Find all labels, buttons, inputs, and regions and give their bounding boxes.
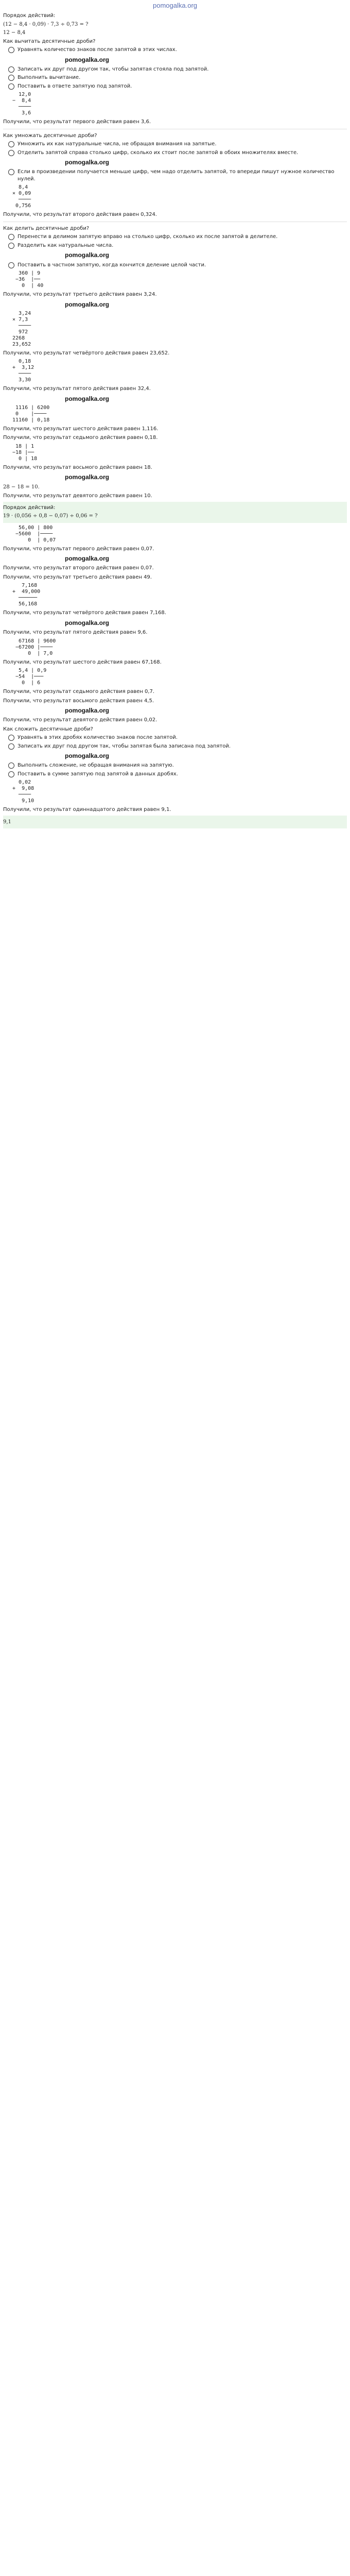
site-header [0,0,350,11]
question-divide: Как делить десятичные дроби? [3,225,90,231]
step-item [8,66,347,73]
step-bullet-icon [8,735,14,741]
result-line: Получили, что результат второго действия равен 0,324. [3,212,157,218]
step-item [8,74,347,81]
step-bullet-icon [8,243,14,249]
step-bullet-icon [8,743,14,750]
step-bullet-icon [8,47,14,53]
result-line: Получили, что результат первого действия равен 0,07. [3,546,154,552]
result-line: Получили, что результат четвёртого действия равен 7,168. [3,610,166,616]
column-calculation: 5,4 | 0,9 −54 |─── 0 | 6 [15,668,47,686]
step-item [8,168,347,182]
watermark: pomogalka.org [65,251,110,259]
part1-title: Порядок действий: [3,13,56,19]
result-line: Получили, что результат девятого действия равен 10. [3,493,152,499]
watermark: pomogalka.org [65,473,110,481]
step-bullet-icon [8,771,14,777]
watermark: pomogalka.org [65,619,110,626]
step-text: Уравнять количество знаков после запятой в этих числах. [18,47,177,53]
column-calculation: 360 | 9 −36 |── 0 | 40 [15,270,44,289]
step-text: Записать их друг под другом так, чтобы запятая стояла под запятой. [18,66,209,72]
result-line: Получили, что результат пятого действия равен 9,6. [3,630,148,635]
step-item [8,242,347,249]
step-item [8,262,347,269]
step-text: Уравнять в этих дробях количество знаков после запятой. [18,735,178,741]
question-add: Как сложить десятичные дроби? [3,726,93,732]
column-calculation: 56,00 | 800 −5600 |──── 0 | 0,07 [15,524,56,543]
part2-section [3,502,347,523]
column-calculation: 8,4 × 0,09 ──── 0,756 [12,184,31,209]
column-calculation: 12,0 − 8,4 ──── 3,6 [12,92,31,116]
result-line: Получили, что результат восьмого действия равен 18. [3,464,152,470]
final-value: 9,1 [3,819,11,825]
step-text: Поставить в сумме запятую под запятой в данных дробях. [18,771,178,777]
step-text: Поставить в ответе запятую под запятой. [18,83,132,89]
question-multiply: Как умножать десятичные дроби? [3,132,97,139]
site-name[interactable]: pomogalka.org [153,2,197,10]
result-line: Получили, что результат шестого действия равен 1,116. [3,426,159,432]
step-text: Выполнить вычитание. [18,75,81,81]
step-item [8,83,347,90]
step-bullet-icon [8,141,14,147]
step-bullet-icon [8,83,14,90]
step-item [8,762,347,769]
result-line: Получили, что результат восьмого действия равен 4,5. [3,698,154,704]
final-answer [3,816,347,829]
step-text: Выполнить сложение, не обращая внимания на запятую. [18,762,174,769]
result-line: Получили, что результат второго действия равен 0,07. [3,565,154,571]
part2-expression: 19 · (0,056 ÷ 0,8 − 0,07) ÷ 0,06 = ? [3,513,98,519]
result-line: Получили, что результат третьего действия равен 49. [3,574,152,580]
part1-expression: (12 − 8,4 · 0,09) · 7,3 ÷ 0,73 = ? [3,21,89,27]
column-calculation: 18 | 1 −18 |── 0 | 18 [12,443,38,462]
step-text: Перенести в делимом запятую вправо на столько цифр, сколько их после запятой в делителе. [18,234,278,240]
watermark: pomogalka.org [65,395,110,402]
result-line: Получили, что результат седьмого действия равен 0,7. [3,689,155,694]
column-calculation: 0,02 + 9,08 ──── 9,10 [12,779,34,804]
step-text: Поставить в частном запятую, когда кончится деление целой части. [18,262,206,268]
column-calculation: 67168 | 9600 −67200 |──── 0 | 7,0 [15,638,56,656]
column-calculation: 0,18 + 3,12 ──── 3,30 [12,359,34,383]
step-bullet-icon [8,66,14,73]
result-line: Получили, что результат шестого действия равен 67,168. [3,659,162,665]
result-line: Получили, что результат пятого действия равен 32,4. [3,386,151,392]
watermark: pomogalka.org [65,56,110,63]
column-calculation: 1116 | 6200 0 |──── 11160 | 0,18 [12,404,50,423]
result-line: Получили, что результат одиннадцатого действия равен 9,1. [3,807,171,813]
watermark: pomogalka.org [65,707,110,714]
step-bullet-icon [8,234,14,240]
part2-title: Порядок действий: [3,504,56,511]
result-line: Получили, что результат третьего действия равен 3,24. [3,292,157,298]
watermark: pomogalka.org [65,752,110,760]
result-line: Получили, что результат седьмого действия равен 0,18. [3,435,158,441]
step-item [8,149,347,157]
watermark: pomogalka.org [65,555,110,563]
step-bullet-icon [8,262,14,268]
step-text: Умножить их как натуральные числа, не обращая внимания на запятые. [18,141,217,147]
part1-first-action: 12 − 8,4 [3,30,26,36]
question-subtract: Как вычитать десятичные дроби? [3,38,96,44]
part1-final: 28 − 18 = 10. [3,484,40,490]
step-text: Записать их друг под другом так, чтобы запятая была записана под запятой. [18,743,231,749]
step-bullet-icon [8,762,14,769]
watermark: pomogalka.org [65,300,110,308]
step-item [8,46,347,54]
step-bullet-icon [8,169,14,175]
column-calculation: 7,168 + 49,000 ────── 56,168 [12,583,41,607]
step-text: Отделить запятой справа столько цифр, сколько их стоит после запятой в обоих множителях вместе. [18,149,299,156]
step-item [8,771,347,778]
step-text: Если в произведении получается меньше цифр, чем надо отделить запятой, то впереди пишут нужное количество нулей. [18,169,335,182]
watermark: pomogalka.org [65,159,110,166]
step-item [8,233,347,241]
solution-content [0,12,350,828]
step-text: Разделить как натуральные числа. [18,242,114,248]
result-line: Получили, что результат четвёртого действия равен 23,652. [3,350,170,356]
step-item [8,141,347,148]
step-bullet-icon [8,75,14,81]
step-item [8,743,347,750]
result-line: Получили, что результат девятого действия равен 0,02. [3,717,157,723]
result-line: Получили, что результат первого действия равен 3,6. [3,119,151,125]
column-calculation: 3,24 × 7,3 ──── 972 2268 23,652 [12,310,31,347]
step-item [8,734,347,741]
step-bullet-icon [8,150,14,156]
